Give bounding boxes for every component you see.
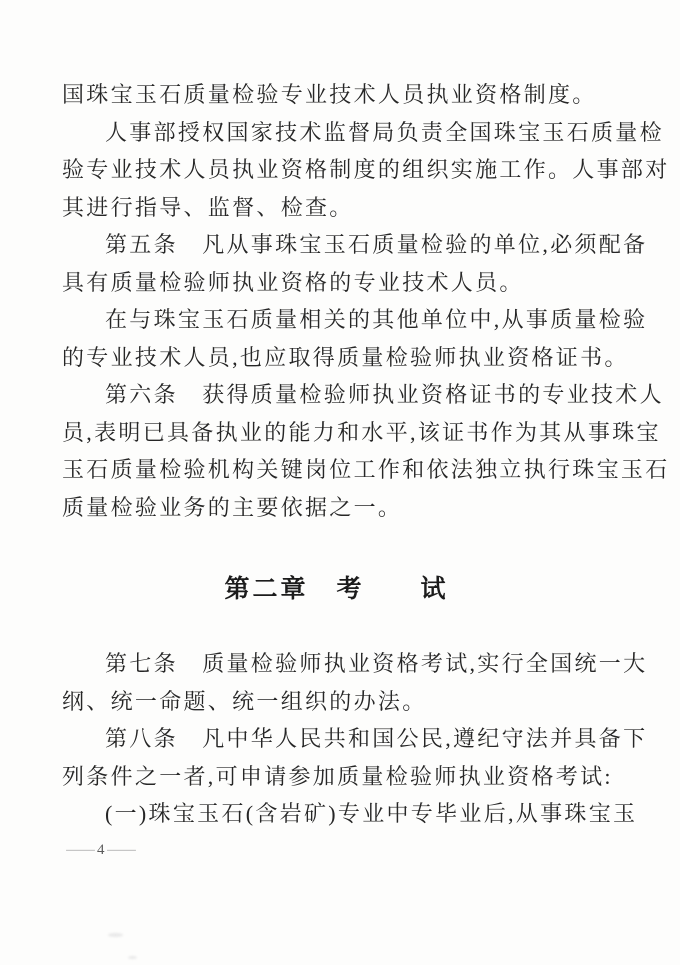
- page-number-value: 4: [97, 841, 105, 858]
- text-line-article-5: 第五条 凡从事珠宝玉石质量检验的单位,必须配备: [105, 232, 648, 257]
- document-body-after-heading: [62, 645, 666, 833]
- text-line-article-6: 第六条 获得质量检验师执业资格证书的专业技术人: [105, 382, 664, 407]
- text-line: 验专业技术人员执业资格制度的组织实施工作。人事部对: [62, 157, 670, 182]
- page-number: [64, 840, 666, 860]
- text-line: 列条件之一者,可申请参加质量检验师执业资格考试:: [62, 763, 613, 789]
- text-line-article-8: 第八条 凡中华人民共和国公民,遵纪守法并具备下: [105, 726, 648, 751]
- scan-noise-speck: [128, 956, 137, 959]
- text-line: 玉石质量检验机构关键岗位工作和依法独立执行珠宝玉石: [62, 457, 670, 482]
- text-line: 纲、统一命题、统一组织的办法。: [62, 688, 427, 714]
- chapter-heading: 第二章 考 试: [224, 576, 449, 603]
- text-line: 在与珠宝玉石质量相关的其他单位中,从事质量检验: [105, 307, 648, 332]
- text-line: 质量检验业务的主要依据之一。: [62, 494, 403, 520]
- text-line-item-1: (一)珠宝玉石(含岩矿)专业中专毕业后,从事珠宝玉: [105, 801, 638, 826]
- scan-noise-speck: [108, 933, 123, 937]
- text-line: 国珠宝玉石质量检验专业技术人员执业资格制度。: [62, 82, 597, 107]
- text-line: 员,表明已具备执业的能力和水平,该证书作为其从事珠宝: [62, 419, 661, 445]
- page-number-left-dash: —: [66, 841, 95, 858]
- text-line: 人事部授权国家技术监督局负责全国珠宝玉石质量检: [105, 119, 664, 145]
- text-line: 其进行指导、监督、检查。: [62, 194, 354, 220]
- text-line: 具有质量检验师执业资格的专业技术人员。: [62, 269, 524, 295]
- text-line: 的专业技术人员,也应取得质量检验师执业资格证书。: [62, 344, 629, 370]
- text-line-article-7: 第七条 质量检验师执业资格考试,实行全国统一大: [105, 651, 648, 676]
- document-body: [62, 76, 670, 860]
- page-number-right-dash: —: [106, 841, 136, 858]
